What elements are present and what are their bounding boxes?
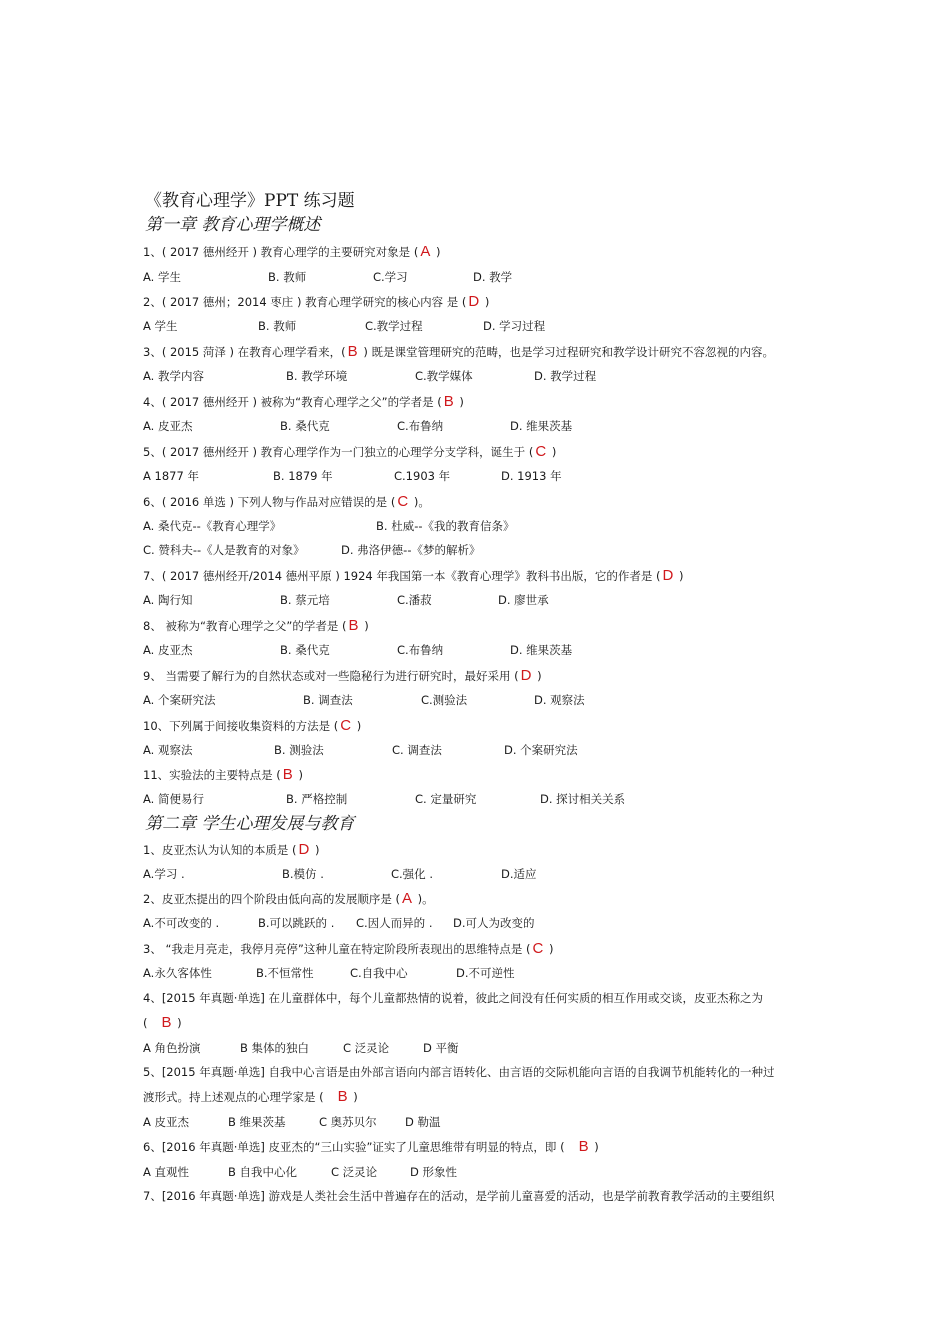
question-10: 10、下列属于间接收集资料的方法是 ( C ) [143,717,362,734]
options-3: A. 教学内容 B. 教学环境 C.教学媒体 D. 教学过程 [143,369,597,383]
question-9: 9、 当需要了解行为的自然状态或对一些隐秘行为进行研究时，最好采用 ( D ) [143,667,542,684]
ch2-question-3: 3、 “我走月亮走，我停月亮停”这种儿童在特定阶段所表现出的思维特点是 ( C ) [143,940,554,957]
options-2: A 学生 B. 教师 C.教学过程 D. 学习过程 [143,319,546,333]
ch2-options-4: A 角色扮演 B 集体的独白 C 泛灵论 D 平衡 [143,1041,459,1055]
answer-mark: C [397,493,409,510]
ch2-options-6: A 直观性 B 自我中心化 C 泛灵论 D 形象性 [143,1165,458,1179]
answer-mark: D [298,841,310,858]
answer-mark: B [443,393,454,410]
chapter-1-heading: 第一章 教育心理学概述 [145,215,321,235]
options-9: A. 个案研究法 B. 调查法 C.测验法 D. 观察法 [143,693,585,707]
question-2: 2、( 2017 德州；2014 枣庄 ) 教育心理学研究的核心内容 是 ( D ) [143,293,490,310]
options-1: A. 学生 B. 教师 C.学习 D. 教学 [143,270,513,284]
question-7: 7、( 2017 德州经开/2014 德州平原 ) 1924 年我国第一本《教育心理学》教科书出版，它的作者是 ( D ) [143,567,684,584]
question-1: 1、( 2017 德州经开 ) 教育心理学的主要研究对象是 ( A ) [143,243,441,260]
answer-mark: B [347,343,358,360]
answer-mark: B [578,1138,589,1155]
options-10: A. 观察法 B. 测验法 C. 调查法 D. 个案研究法 [143,743,578,757]
document-title: 《教育心理学》PPT 练习题 [145,191,355,211]
options-6a: A. 桑代克--《教育心理学》 B. 杜威--《我的教育信条》 [143,519,515,533]
options-7: A. 陶行知 B. 蔡元培 C.潘菽 D. 廖世承 [143,593,549,607]
ch2-question-2: 2、皮亚杰提出的四个阶段由低向高的发展顺序是 ( A )。 [143,890,434,907]
ch2-question-1: 1、皮亚杰认为认知的本质是 ( D ) [143,841,320,858]
ch2-question-5-line1: 5、[2015 年真题·单选] 自我中心言语是由外部言语向内部言语转化、由言语的交际机能向言语的自我调节机能转化的一种过 [143,1065,775,1079]
question-3: 3、( 2015 菏泽 ) 在教育心理学看来，( B ) 既是课堂管理研究的范畴，也是学习过程研究和教学设计研究不容忽视的内容。 [143,343,774,360]
answer-mark: A [401,890,412,907]
question-8: 8、 被称为“教育心理学之父”的学者是 ( B ) [143,617,369,634]
options-11: A. 简便易行 B. 严格控制 C. 定量研究 D. 探讨相关关系 [143,792,626,806]
answer-mark: C [535,443,547,460]
question-4: 4、( 2017 德州经开 ) 被称为“教育心理学之父”的学者是 ( B ) [143,393,464,410]
ch2-question-6: 6、[2016 年真题·单选] 皮亚杰的“三山实验”证实了儿童思维带有明显的特点，即 ( B ) [143,1138,599,1155]
ch2-question-4-line2: ( B ) [143,1014,182,1031]
answer-mark: B [337,1088,348,1105]
chapter-2-heading: 第二章 学生心理发展与教育 [145,814,355,834]
answer-mark: B [282,766,293,783]
question-11: 11、实验法的主要特点是 ( B ) [143,766,303,783]
options-8: A. 皮亚杰 B. 桑代克 C.布鲁纳 D. 维果茨基 [143,643,573,657]
answer-mark: C [532,940,544,957]
options-4: A. 皮亚杰 B. 桑代克 C.布鲁纳 D. 维果茨基 [143,419,573,433]
answer-mark: A [420,243,431,260]
options-5: A 1877 年 B. 1879 年 C.1903 年 D. 1913 年 [143,469,562,483]
ch2-options-3: A.永久客体性 B.不恒常性 C.自我中心 D.不可逆性 [143,966,515,980]
ch2-options-5: A 皮亚杰 B 维果茨基 C 奥苏贝尔 D 勒温 [143,1115,441,1129]
ch2-question-7-line1: 7、[2016 年真题·单选] 游戏是人类社会生活中普遍存在的活动，是学前儿童喜爱的活动，也是学前教育教学活动的主要组织 [143,1189,775,1203]
options-6b: C. 赞科夫--《人是教育的对象》 D. 弗洛伊德--《梦的解析》 [143,543,481,557]
question-5: 5、( 2017 德州经开 ) 教育心理学作为一门独立的心理学分支学科，诞生于 ( C ) [143,443,557,460]
answer-mark: D [520,667,532,684]
ch2-options-1: A.学习 . B.模仿 . C.强化 . D.适应 [143,867,537,881]
answer-mark: B [348,617,359,634]
answer-mark: D [468,293,480,310]
answer-mark: D [662,567,674,584]
ch2-question-4-line1: 4、[2015 年真题·单选] 在儿童群体中，每个儿童都热情的说着，彼此之间没有任何实质的相互作用或交谈，皮亚杰称之为 [143,991,764,1005]
answer-mark: B [161,1014,172,1031]
answer-mark: C [340,717,352,734]
ch2-options-2: A.不可改变的 . B.可以跳跃的 . C.因人而异的 . D.可人为改变的 [143,916,535,930]
question-6: 6、( 2016 单选 ) 下列人物与作品对应错误的是 ( C )。 [143,493,430,510]
ch2-question-5-line2: 渡形式。持上述观点的心理学家是 ( B ) [143,1088,358,1105]
